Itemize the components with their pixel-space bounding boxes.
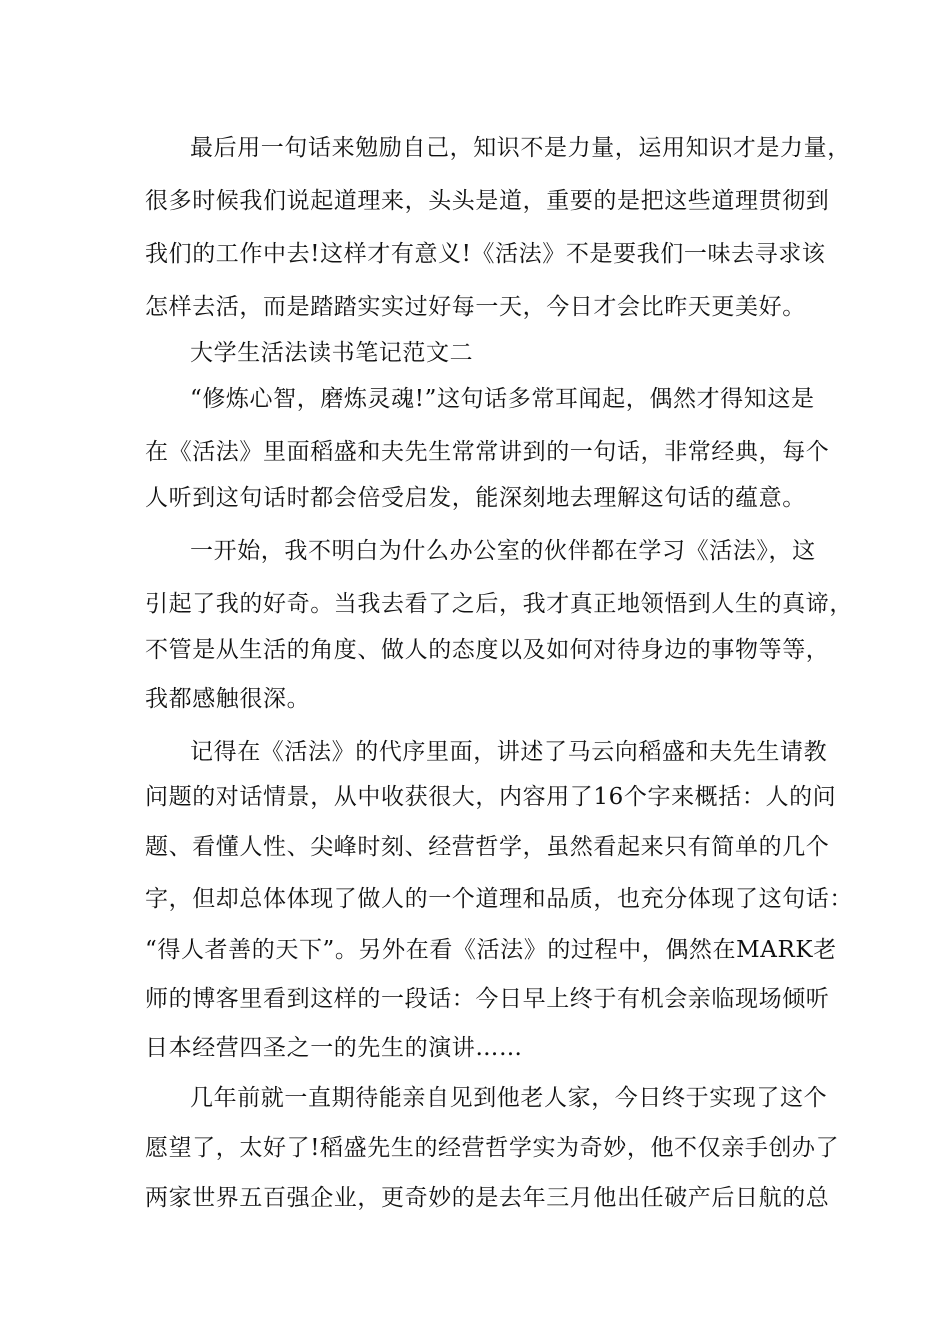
text-line: 愿望了，太好了!稻盛先生的经营哲学实为奇妙，他不仅亲手创办了 — [145, 1135, 840, 1161]
text-line: 题、看懂人性、尖峰时刻、经营哲学，虽然看起来只有简单的几个 — [145, 834, 830, 860]
text-line: 很多时候我们说起道理来，头头是道，重要的是把这些道理贯彻到 — [145, 188, 830, 214]
text-line: “得人者善的天下”。另外在看《活法》的过程中，偶然在MARK老 — [145, 937, 837, 963]
section-heading: 大学生活法读书笔记范文二 — [190, 340, 474, 366]
text-line: 几年前就一直期待能亲自见到他老人家，今日终于实现了这个 — [190, 1085, 828, 1111]
text-line: 师的博客里看到这样的一段话：今日早上终于有机会亲临现场倾听 — [145, 986, 830, 1012]
text-line: 我都感触很深。 — [145, 686, 311, 712]
text-line: 在《活法》里面稻盛和夫先生常常讲到的一句话，非常经典，每个 — [145, 439, 830, 465]
text-line: “修炼心智，磨炼灵魂!”这句话多常耳闻起，偶然才得知这是 — [190, 386, 815, 412]
text-line: 字，但却总体体现了做人的一个道理和品质，也充分体现了这句话： — [145, 886, 853, 912]
text-line: 日本经营四圣之一的先生的演讲…… — [145, 1035, 523, 1061]
text-line: 一开始，我不明白为什么办公室的伙伴都在学习《活法》，这 — [190, 538, 816, 564]
text-line: 怎样去活，而是踏踏实实过好每一天，今日才会比昨天更美好。 — [145, 294, 806, 320]
text-line: 不管是从生活的角度、做人的态度以及如何对待身边的事物等等， — [145, 637, 830, 663]
text-line: 问题的对话情景，从中收获很大，内容用了16个字来概括：人的问 — [145, 784, 837, 810]
text-line: 最后用一句话来勉励自己，知识不是力量，运用知识才是力量， — [190, 135, 851, 161]
text-line: 引起了我的好奇。当我去看了之后，我才真正地领悟到人生的真谛， — [145, 591, 853, 617]
text-line: 我们的工作中去!这样才有意义!《活法》不是要我们一味去寻求该 — [145, 241, 826, 267]
text-line: 人听到这句话时都会倍受启发，能深刻地去理解这句话的蕴意。 — [145, 485, 806, 511]
text-line: 两家世界五百强企业，更奇妙的是去年三月他出任破产后日航的总 — [145, 1185, 830, 1211]
text-line: 记得在《活法》的代序里面，讲述了马云向稻盛和夫先生请教 — [190, 739, 828, 765]
